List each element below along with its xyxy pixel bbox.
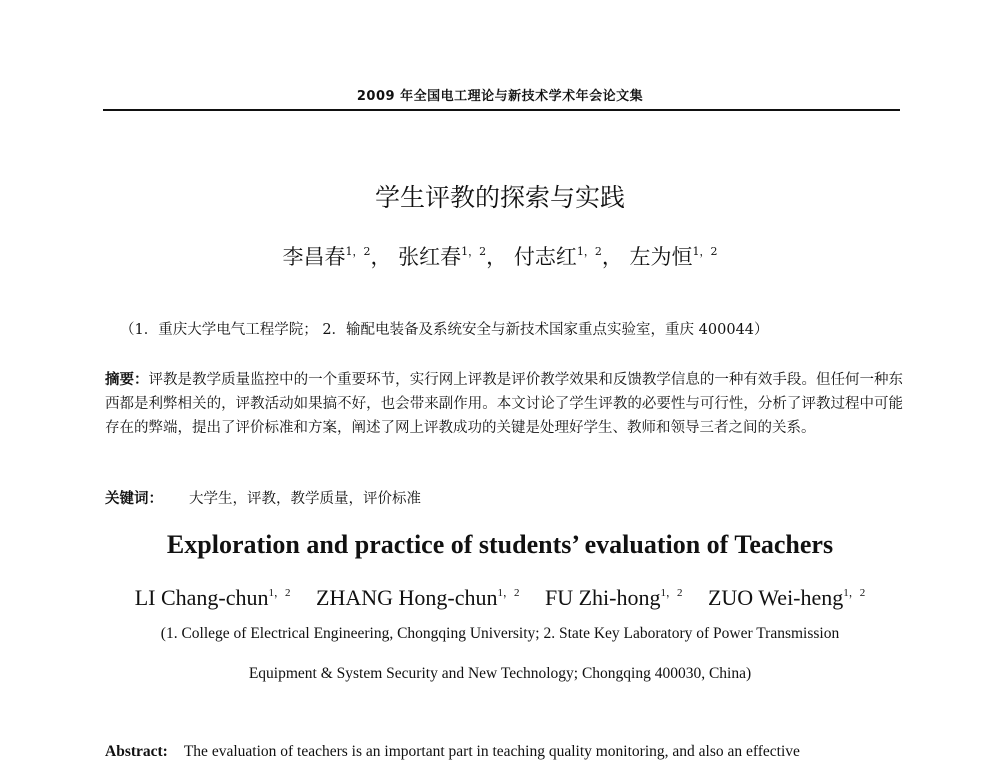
english-affiliation-line2: Equipment & System Security and New Technology; Chongqing 400030, China) [248, 665, 752, 682]
author-cn-3: 付志红$^{1,2}$， [513, 245, 623, 269]
abstract-label-cn: 摘要： [105, 372, 149, 388]
chinese-authors [0, 241, 1000, 271]
english-affiliation-line1: (1. College of Electrical Engineering, Chongqing University; 2. State Key Laboratory of Power Transmission [160, 625, 840, 642]
chinese-abstract [105, 368, 903, 440]
abstract-label-en: Abstract: [105, 743, 168, 760]
author-cn-4: 左为恒$^{1,2}$ [629, 245, 718, 269]
author-cn-2: 张红春$^{1,2}$， [398, 245, 508, 269]
keywords-text: 大学生，评教，教学质量，评价标准 [189, 491, 421, 507]
abstract-text-cn: 评教是教学质量监控中的一个重要环节，实行网上评教是评价教学效果和反馈教学信息的一种有效手段。但任何一种东西都是利弊相关的，评教活动如果搞不好，也会带来副作用。本文讨论了学生评教的必要性与可行性，分析了评教过程中可能存在的弊端，提出了评价标准和方案，阐述了网上评教成功的关键是处理好学生、教师和领导三者之间的关系。 [105, 372, 903, 436]
english-title: Exploration and practice of students’ evaluation of Teachers [166, 530, 834, 559]
author-cn-1: 李昌春$^{1,2}$， [282, 245, 392, 269]
chinese-keywords [105, 487, 421, 508]
author-en-4: ZUO Wei-heng$^{1,2}$ [707, 585, 866, 610]
keywords-label: 关键词： [105, 491, 163, 507]
chinese-title: 学生评教的探索与实践 [374, 183, 625, 212]
author-en-2: ZHANG Hong-chun$^{1,2}$ [316, 585, 520, 610]
running-header: 2009 年全国电工理论与新技术学术年会论文集 [356, 89, 644, 104]
author-en-1: LI Chang-chun$^{1,2}$ [134, 585, 291, 610]
english-authors [0, 585, 1000, 611]
header-rule [103, 109, 900, 111]
author-en-3: FU Zhi-hong$^{1,2}$ [544, 585, 683, 610]
chinese-affiliation: （1．重庆大学电气工程学院； 2．输配电装备及系统安全与新技术国家重点实验室，重庆 400044） [120, 322, 769, 338]
abstract-text-en: The evaluation of teachers is an important part in teaching quality monitoring, and also an effective [183, 743, 800, 760]
english-abstract [105, 743, 800, 761]
